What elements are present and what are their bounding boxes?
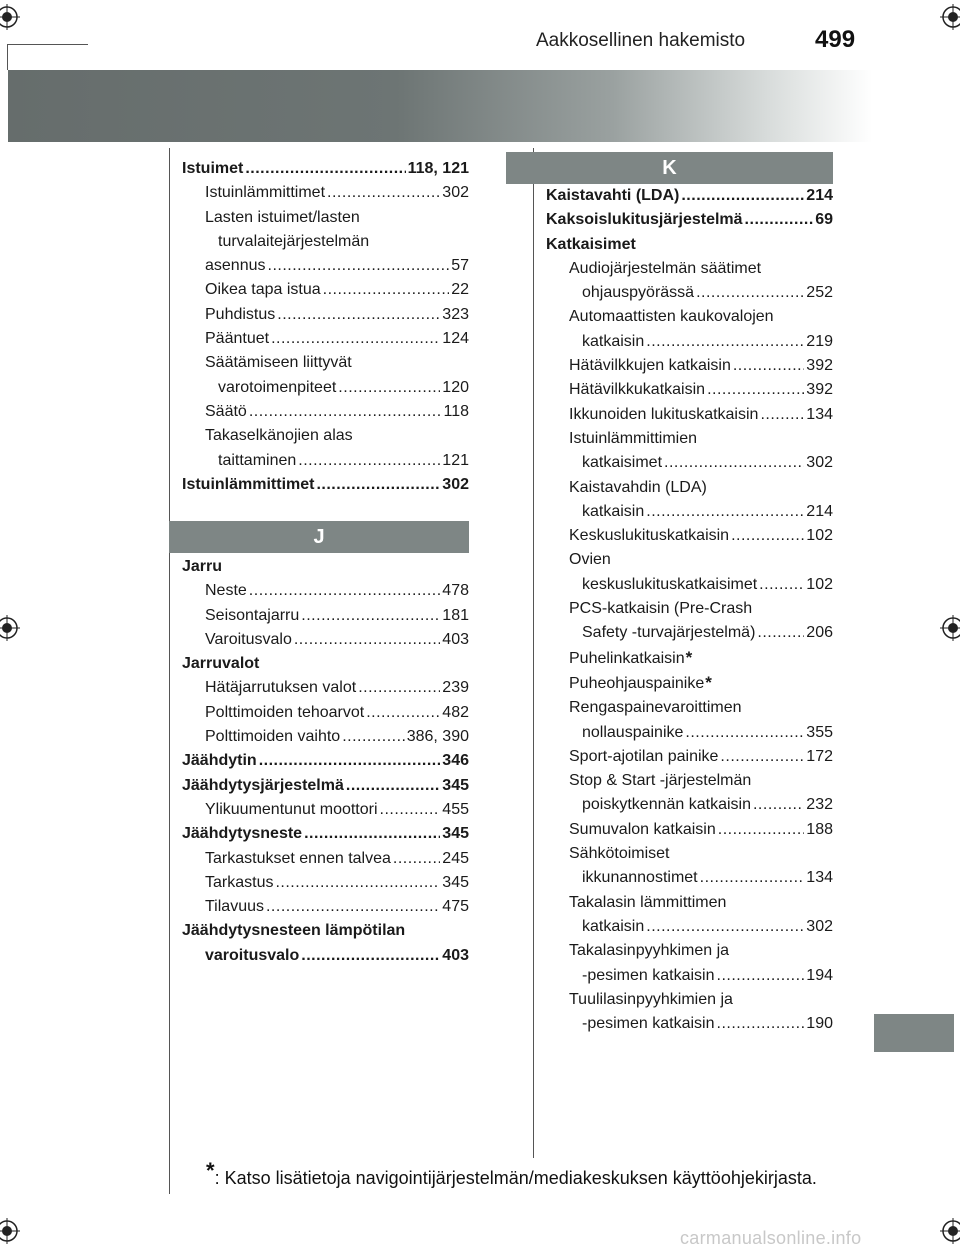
dot-leader xyxy=(294,628,440,652)
index-entry-label: poiskytkennän katkaisin xyxy=(582,796,751,814)
index-entry xyxy=(182,701,469,725)
index-entry xyxy=(182,628,469,652)
index-entry-label: Takaselkänojien alas xyxy=(205,427,353,445)
dot-leader xyxy=(717,1012,805,1036)
dot-leader xyxy=(696,281,804,305)
index-entry xyxy=(546,721,833,745)
dot-leader xyxy=(358,676,440,700)
dot-leader xyxy=(338,376,440,400)
index-entry-label: katkaisin xyxy=(582,502,645,520)
crop-line xyxy=(8,44,88,45)
index-entry xyxy=(546,793,833,817)
dot-leader xyxy=(275,871,440,895)
index-entry-page: 214 xyxy=(806,502,833,520)
index-entry-label: katkaisimet xyxy=(582,454,663,472)
index-entry xyxy=(182,847,469,871)
index-entry-label: Neste xyxy=(205,582,247,600)
index-entry xyxy=(182,676,469,700)
index-entry-page: 345 xyxy=(442,776,469,794)
index-entry xyxy=(546,451,833,475)
index-entry xyxy=(546,745,833,769)
index-entry-page: 22 xyxy=(451,281,469,299)
crop-line xyxy=(7,44,8,70)
dot-leader xyxy=(720,745,804,769)
index-entry-label: Sähkötoimiset xyxy=(569,845,670,863)
index-entry xyxy=(182,254,469,278)
index-entry-label: ohjauspyörässä xyxy=(582,284,695,302)
index-entry-page: 121 xyxy=(442,451,469,469)
index-entry xyxy=(182,206,469,230)
index-entry-label: Safety -turvajärjestelmä) xyxy=(582,624,756,642)
index-entry xyxy=(182,376,469,400)
index-entry xyxy=(546,257,833,281)
index-entry xyxy=(182,749,469,773)
index-entry-label: katkaisin xyxy=(582,917,645,935)
index-entry-page: 323 xyxy=(442,305,469,323)
index-entry-label: Tilavuus xyxy=(205,898,264,916)
index-entry xyxy=(182,798,469,822)
index-entry xyxy=(182,473,469,497)
dot-leader xyxy=(380,798,441,822)
index-entry-label: Tarkastus xyxy=(205,873,274,891)
dot-leader xyxy=(249,579,441,603)
index-entry xyxy=(546,964,833,988)
index-entry-page: 124 xyxy=(442,330,469,348)
dot-leader xyxy=(759,573,804,597)
index-entry-label: Takalasinpyyhkimen ja xyxy=(569,942,730,960)
index-entry-label: Istuimet xyxy=(182,160,244,177)
index-entry-label: Seisontajarru xyxy=(205,606,300,624)
index-entry-page: 206 xyxy=(806,624,833,642)
crop-mark-icon xyxy=(940,615,960,641)
dot-leader xyxy=(366,701,440,725)
index-entry-label: Puhdistus xyxy=(205,305,276,323)
index-entry xyxy=(182,555,469,579)
index-entry-label: Audiojärjestelmän säätimet xyxy=(569,259,762,277)
index-entry-page: 181 xyxy=(442,606,469,624)
index-entry xyxy=(546,208,833,232)
index-entry-label: Takalasin lämmittimen xyxy=(569,893,727,911)
index-entry-page: 403 xyxy=(442,946,469,964)
index-entry-page: 252 xyxy=(806,284,833,302)
index-entry-page: 214 xyxy=(806,187,833,204)
index-entry-label: -pesimen katkaisin xyxy=(582,966,715,984)
dot-leader xyxy=(266,895,440,919)
dot-leader xyxy=(681,184,804,208)
index-entry-label: nollauspainike xyxy=(582,723,684,741)
index-entry-label: Pääntuet xyxy=(205,330,270,348)
column-divider-left xyxy=(169,148,170,1194)
index-entry-page: 482 xyxy=(442,703,469,721)
index-column-right xyxy=(546,184,833,1036)
index-entry xyxy=(182,278,469,302)
index-entry-label: Katkaisimet xyxy=(546,235,636,253)
index-entry-label: Jarru xyxy=(182,558,223,575)
index-entry-label: Sumuvalon katkaisin xyxy=(569,820,716,838)
page-number: 499 xyxy=(815,26,856,53)
index-entry-label: Puhelinkatkaisin xyxy=(569,649,685,667)
dot-leader xyxy=(249,400,442,424)
dot-leader xyxy=(268,254,450,278)
index-entry-label: Säätämiseen liittyvät xyxy=(205,354,352,372)
index-entry xyxy=(546,1012,833,1036)
index-column-left xyxy=(182,157,469,497)
index-entry-page: 392 xyxy=(806,381,833,399)
index-entry-page: 172 xyxy=(806,747,833,765)
index-entry-page: 190 xyxy=(806,1015,833,1033)
index-entry-label: varotoimenpiteet xyxy=(218,378,337,396)
index-entry-label: PCS-katkaisin (Pre-Crash xyxy=(569,600,753,618)
header-band xyxy=(8,70,872,142)
dot-leader xyxy=(327,181,440,205)
section-header-k: K xyxy=(506,152,833,184)
index-entry-label: Polttimoiden vaihto xyxy=(205,728,341,746)
index-entry xyxy=(182,181,469,205)
index-entry-page: 345 xyxy=(442,873,469,891)
index-entry xyxy=(546,842,833,866)
index-entry xyxy=(182,351,469,375)
index-entry-page: 302 xyxy=(806,917,833,935)
dot-leader xyxy=(298,449,440,473)
index-entry xyxy=(182,919,469,943)
index-entry xyxy=(546,548,833,572)
index-entry-page: 188 xyxy=(806,820,833,838)
index-entry-label: Lasten istuimet/lasten xyxy=(205,208,360,226)
footnote xyxy=(205,1158,817,1189)
index-entry xyxy=(182,604,469,628)
dot-leader xyxy=(301,604,440,628)
dot-leader xyxy=(301,944,440,968)
index-entry-label: Istuinlämmittimet xyxy=(182,475,315,493)
index-entry xyxy=(182,895,469,919)
index-entry-label: turvalaitejärjestelmän xyxy=(218,232,370,250)
index-entry-label: Oikea tapa istua xyxy=(205,281,321,299)
index-entry-label: Rengaspainevaroittimen xyxy=(569,699,742,717)
index-entry-label: Tarkastukset ennen talvea xyxy=(205,849,391,867)
footnote-star: * xyxy=(206,1158,215,1183)
index-entry-label: -pesimen katkaisin xyxy=(582,1015,715,1033)
index-entry xyxy=(182,400,469,424)
index-entry xyxy=(546,988,833,1012)
index-entry-page: 102 xyxy=(806,575,833,593)
index-entry-label: Keskuslukituskatkaisin xyxy=(569,527,730,545)
index-entry xyxy=(546,281,833,305)
index-entry-page: 392 xyxy=(806,357,833,375)
footnote-text: : Katso lisätietoja navigointijärjestelmän/mediakeskuksen käyttöohjekirjasta. xyxy=(214,1168,817,1188)
index-entry xyxy=(182,652,469,676)
index-entry-label: Stop & Start -järjestelmän xyxy=(569,772,752,790)
index-entry xyxy=(546,915,833,939)
index-entry-page: 118 xyxy=(443,402,469,420)
index-entry xyxy=(546,233,833,257)
index-entry xyxy=(546,866,833,890)
index-entry-page: 245 xyxy=(442,849,469,867)
index-entry xyxy=(546,891,833,915)
index-entry xyxy=(182,303,469,327)
dot-leader xyxy=(342,725,405,749)
crop-mark-icon xyxy=(940,4,960,30)
index-entry xyxy=(182,230,469,254)
dot-leader xyxy=(707,378,804,402)
index-entry xyxy=(182,822,469,846)
index-entry-label: Kaistavahdin (LDA) xyxy=(569,478,707,496)
index-entry-page: 194 xyxy=(806,966,833,984)
dot-leader xyxy=(245,157,405,181)
index-entry-label: Säätö xyxy=(205,402,247,420)
watermark: carmanualsonline.info xyxy=(680,1228,862,1248)
index-entry-label: Polttimoiden tehoarvot xyxy=(205,703,365,721)
index-entry-label: Varoitusvalo xyxy=(205,630,292,648)
index-entry-label: Puheohjauspainike xyxy=(569,674,705,692)
index-entry xyxy=(546,524,833,548)
dot-leader xyxy=(757,621,804,645)
index-entry-page: 57 xyxy=(451,257,469,275)
crop-mark-icon xyxy=(940,1218,960,1244)
index-entry-page: 232 xyxy=(806,796,833,814)
index-entry-label: Hätäjarrutuksen valot xyxy=(205,679,357,697)
index-entry-label: Hätävilkkujen katkaisin xyxy=(569,357,731,375)
dot-leader xyxy=(277,303,440,327)
index-entry xyxy=(182,944,469,968)
index-entry-label: Ylikuumentunut moottori xyxy=(205,800,378,818)
index-entry xyxy=(546,500,833,524)
index-column-left-j xyxy=(182,555,469,968)
index-entry xyxy=(546,427,833,451)
index-entry-label: Automaattisten kaukovalojen xyxy=(569,308,774,326)
index-entry xyxy=(182,774,469,798)
index-entry-page: 355 xyxy=(806,723,833,741)
index-entry-page: 386, 390 xyxy=(406,728,469,746)
dot-leader xyxy=(259,749,441,773)
dot-leader xyxy=(646,500,804,524)
index-entry xyxy=(546,305,833,329)
index-entry-label: Jarruvalot xyxy=(182,655,260,673)
index-entry xyxy=(546,354,833,378)
index-entry-page: 118, 121 xyxy=(407,160,469,177)
index-entry-label: ikkunannostimet xyxy=(582,869,698,887)
index-entry-label: Kaksoislukitusjärjestelmä xyxy=(546,211,743,229)
index-entry-label: Tuulilasinpyyhkimien ja xyxy=(569,990,733,1008)
index-entry-page: 302 xyxy=(442,184,469,202)
column-divider-middle xyxy=(533,148,534,1158)
index-entry-page: 475 xyxy=(442,898,469,916)
index-entry xyxy=(546,378,833,402)
dot-leader xyxy=(304,822,440,846)
index-entry-label: katkaisin xyxy=(582,332,645,350)
index-entry-label: taittaminen xyxy=(218,451,297,469)
index-entry-label: Jäähdytin xyxy=(182,752,257,770)
index-entry-page: 134 xyxy=(806,405,833,423)
dot-leader xyxy=(646,915,804,939)
dot-leader xyxy=(760,403,804,427)
dot-leader xyxy=(664,451,804,475)
dot-leader xyxy=(717,964,805,988)
index-entry-page: 455 xyxy=(442,800,469,818)
dot-leader xyxy=(685,721,804,745)
index-entry-page: 69 xyxy=(815,211,833,229)
index-entry xyxy=(546,939,833,963)
index-entry-page: 403 xyxy=(442,630,469,648)
index-entry-label: Ovien xyxy=(569,551,611,569)
index-entry xyxy=(546,646,833,671)
footnote-marker: * xyxy=(705,672,712,692)
index-entry-label: Istuinlämmittimien xyxy=(569,429,698,447)
dot-leader xyxy=(745,208,814,232)
dot-leader xyxy=(731,524,804,548)
footnote-marker: * xyxy=(685,647,693,667)
index-entry xyxy=(546,184,833,208)
index-entry-page: 345 xyxy=(442,825,469,843)
dot-leader xyxy=(323,278,450,302)
index-entry xyxy=(182,327,469,351)
index-entry-page: 219 xyxy=(806,332,833,350)
index-entry-page: 134 xyxy=(806,869,833,887)
index-entry-label: keskuslukituskatkaisimet xyxy=(582,575,758,593)
index-entry-label: asennus xyxy=(205,257,266,275)
section-header-j: J xyxy=(169,521,469,553)
chapter-tab xyxy=(874,1014,954,1052)
dot-leader xyxy=(733,354,804,378)
index-entry-page: 346 xyxy=(442,752,469,770)
index-entry-page: 120 xyxy=(442,378,469,396)
dot-leader xyxy=(700,866,805,890)
dot-leader xyxy=(753,793,804,817)
crop-mark-icon xyxy=(0,1218,20,1244)
index-entry xyxy=(182,449,469,473)
dot-leader xyxy=(316,473,440,497)
crop-mark-icon xyxy=(0,4,20,30)
index-entry xyxy=(546,769,833,793)
index-entry-page: 302 xyxy=(442,475,469,493)
index-entry xyxy=(182,871,469,895)
index-entry-label: Hätävilkkukatkaisin xyxy=(569,381,706,399)
index-entry-label: varoitusvalo xyxy=(205,946,300,964)
index-entry xyxy=(182,725,469,749)
index-entry xyxy=(182,157,469,181)
dot-leader xyxy=(718,818,805,842)
index-entry-label: Jäähdytysneste xyxy=(182,825,303,843)
index-entry-label: Jäähdytysnesteen lämpötilan xyxy=(182,922,406,940)
index-entry-page: 478 xyxy=(442,582,469,600)
header-title: Aakkosellinen hakemisto xyxy=(536,30,746,51)
index-entry-page: 102 xyxy=(806,527,833,545)
index-entry-label: Ikkunoiden lukituskatkaisin xyxy=(569,405,759,423)
index-entry-label: Sport-ajotilan painike xyxy=(569,747,719,765)
index-entry xyxy=(182,579,469,603)
index-entry xyxy=(546,597,833,621)
index-entry-label: Istuinlämmittimet xyxy=(205,184,326,202)
index-entry-label: Jäähdytysjärjestelmä xyxy=(182,776,344,794)
dot-leader xyxy=(346,774,440,798)
index-entry-page: 239 xyxy=(442,679,469,697)
index-entry-label: Kaistavahti (LDA) xyxy=(546,187,680,204)
index-entry xyxy=(546,573,833,597)
crop-mark-icon xyxy=(0,615,20,641)
index-entry xyxy=(546,621,833,645)
dot-leader xyxy=(271,327,440,351)
index-entry xyxy=(546,476,833,500)
index-entry xyxy=(546,818,833,842)
index-entry-page: 302 xyxy=(806,454,833,472)
dot-leader xyxy=(393,847,440,871)
index-entry xyxy=(546,696,833,720)
index-entry xyxy=(546,403,833,427)
dot-leader xyxy=(646,330,804,354)
index-entry xyxy=(546,330,833,354)
index-entry xyxy=(546,671,833,696)
index-entry xyxy=(182,424,469,448)
